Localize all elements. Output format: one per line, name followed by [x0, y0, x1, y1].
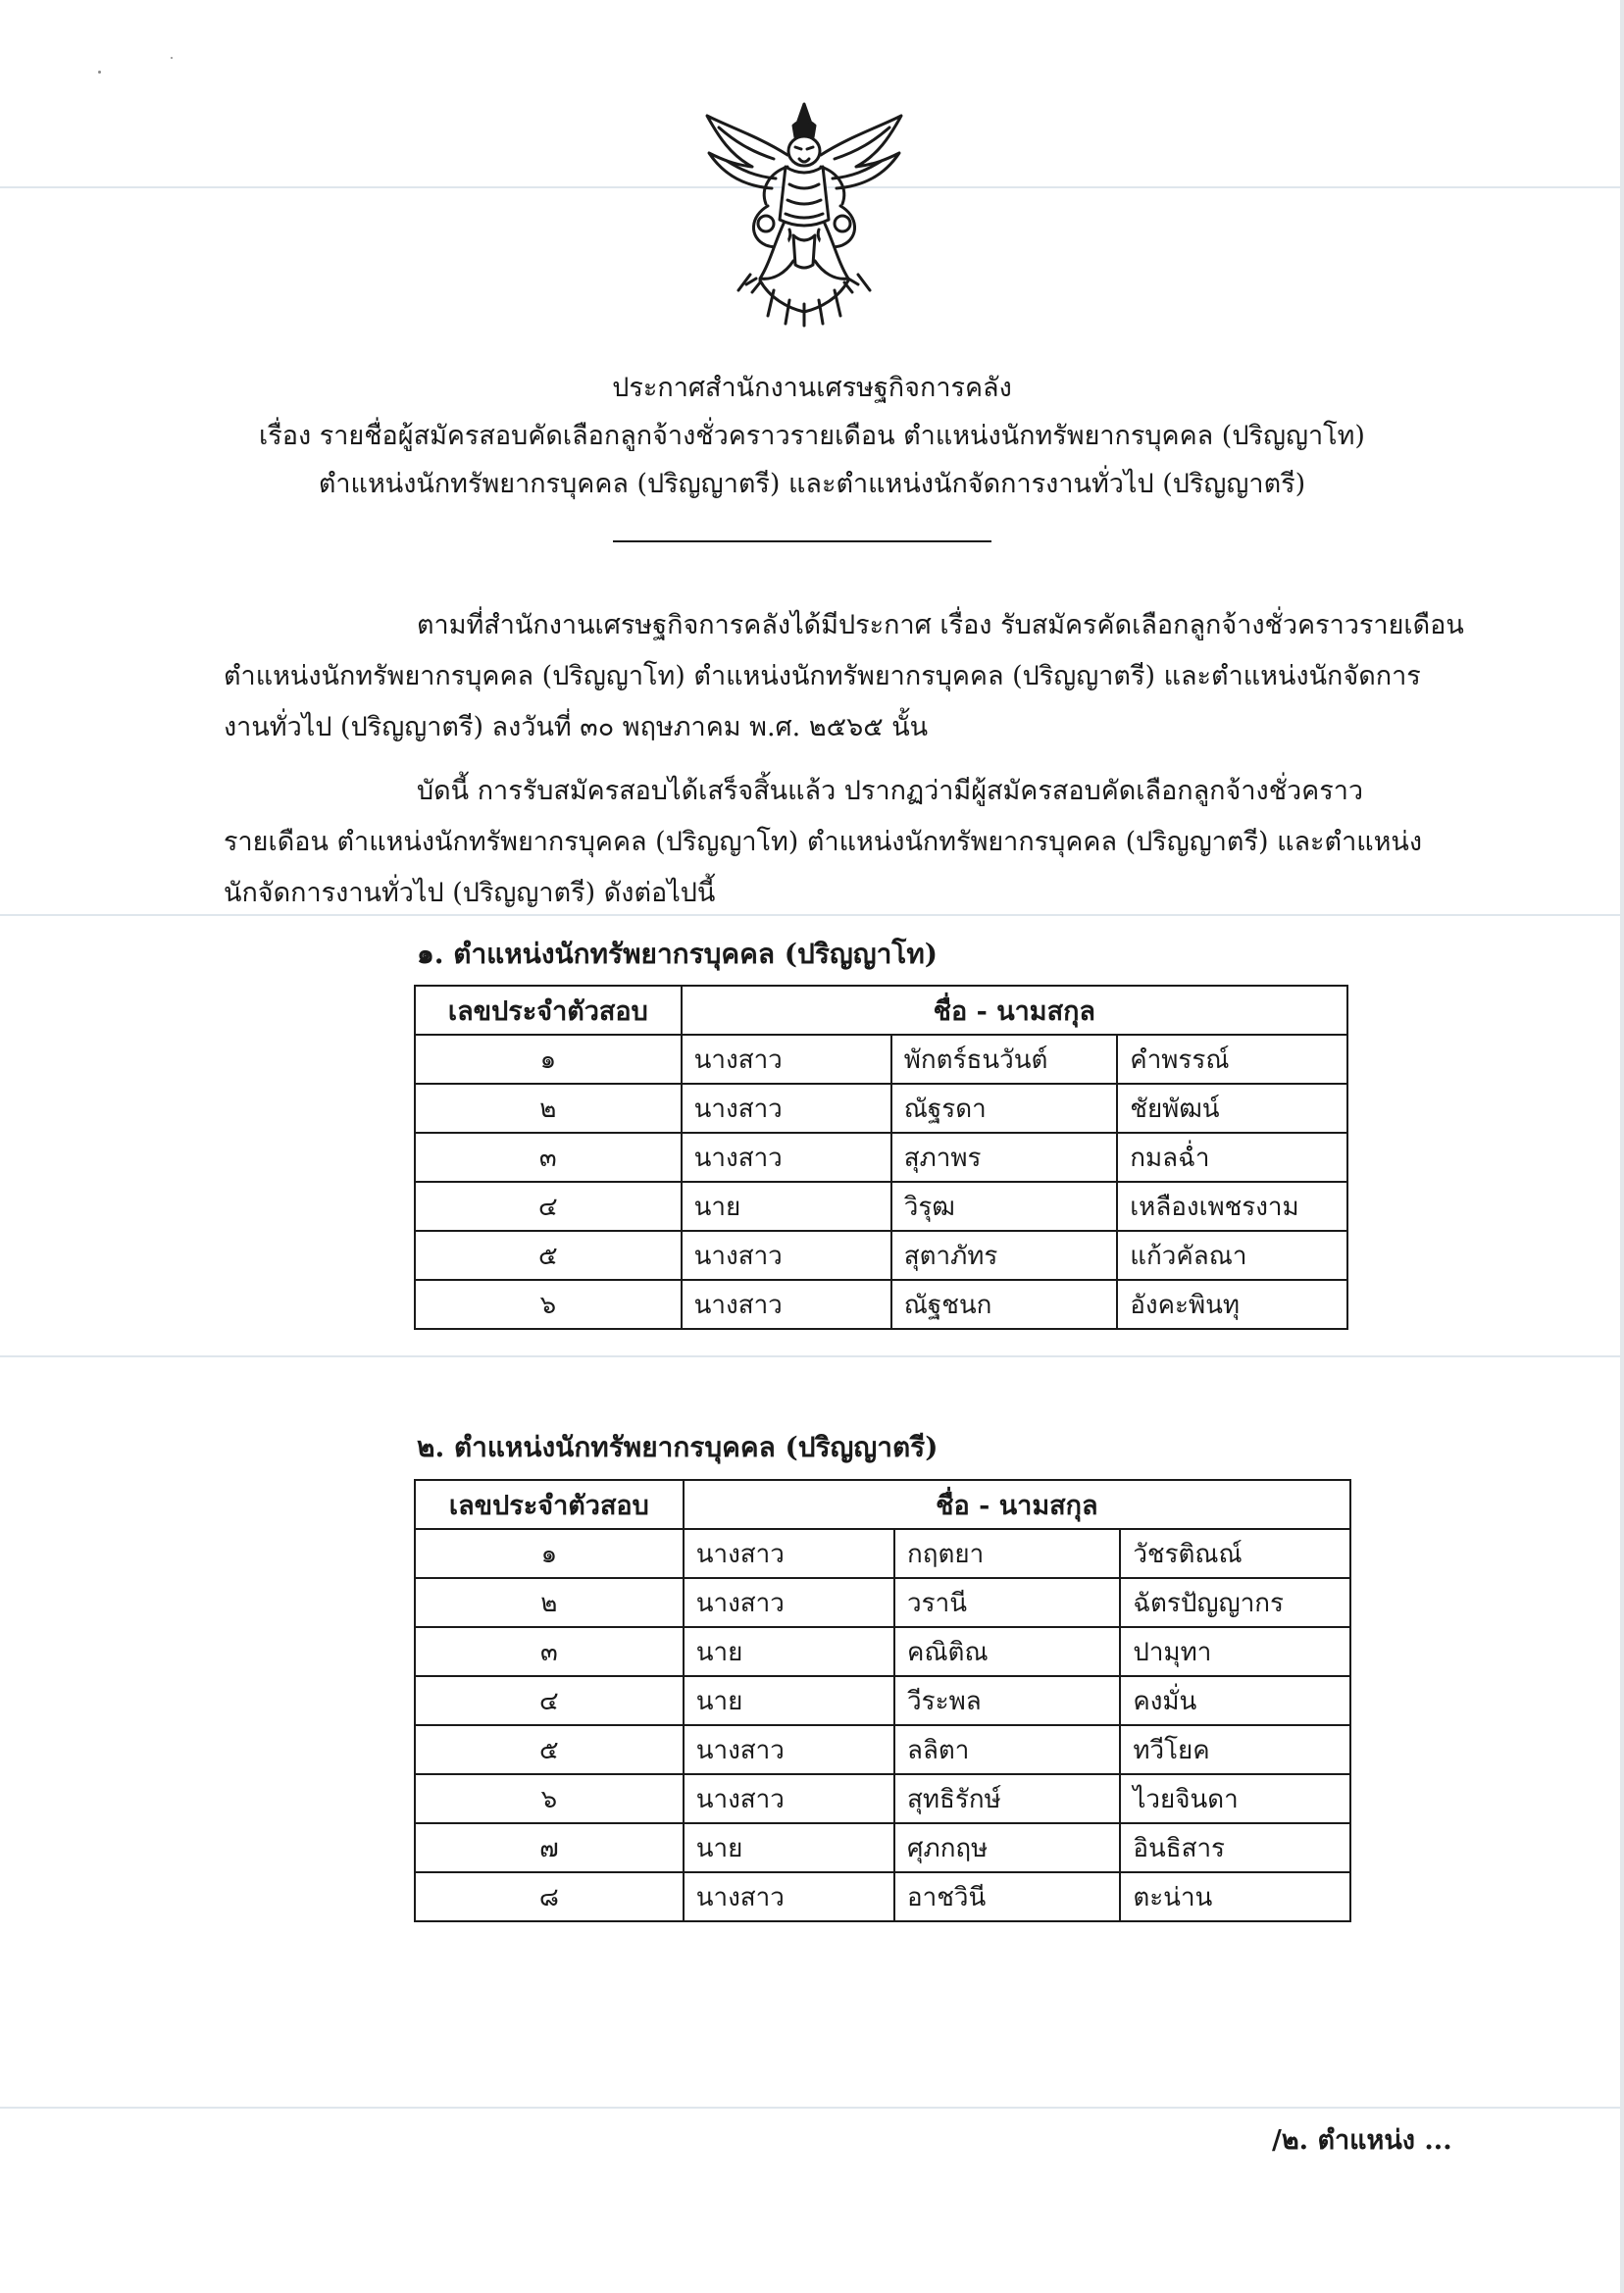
table-header-row [415, 1480, 1350, 1529]
title-prefix-cell: นาย [684, 1627, 894, 1676]
page-continuation-reference: /๒. ตำแหน่ง ... [1272, 2125, 1452, 2156]
scan-artifact-edge [1620, 0, 1624, 2293]
title-prefix-cell: นางสาว [684, 1578, 894, 1627]
garuda-emblem-icon [691, 98, 917, 329]
last-name-cell: กมลฉ่ำ [1117, 1133, 1347, 1182]
title-prefix-cell: นางสาว [682, 1231, 891, 1280]
last-name-cell: ทวีโยค [1120, 1725, 1350, 1774]
last-name-cell: คงมั่น [1120, 1676, 1350, 1725]
first-name-cell: คณิติณ [894, 1627, 1120, 1676]
title-prefix-cell: นางสาว [684, 1872, 894, 1921]
last-name-cell: ชัยพัฒน์ [1117, 1084, 1347, 1133]
first-name-cell: สุตาภัทร [891, 1231, 1118, 1280]
table-row [415, 1774, 1350, 1823]
column-header-exam-id: เลขประจำตัวสอบ [415, 1480, 684, 1529]
exam-id-cell: ๓ [415, 1133, 682, 1182]
table-row [415, 1133, 1347, 1182]
paragraph-2-line-1: บัดนี้ การรับสมัครสอบได้เสร็จสิ้นแล้ว ปรากฏว่ามีผู้สมัครสอบคัดเลือกลูกจ้างชั่วคราว [417, 776, 1364, 806]
column-header-full-name: ชื่อ - นามสกุล [684, 1480, 1350, 1529]
document-subject-line-2: ตำแหน่งนักทรัพยากรบุคคล (ปริญญาตรี) และตำแหน่งนักจัดการงานทั่วไป (ปริญญาตรี) [318, 469, 1306, 499]
title-prefix-cell: นางสาว [682, 1133, 891, 1182]
column-header-exam-id: เลขประจำตัวสอบ [415, 986, 682, 1035]
exam-id-cell: ๑ [415, 1529, 684, 1578]
paragraph-2-line-2: รายเดือน ตำแหน่งนักทรัพยากรบุคคล (ปริญญาโท) ตำแหน่งนักทรัพยากรบุคคล (ปริญญาตรี) และตำแหน่ง [224, 827, 1423, 857]
exam-id-cell: ๖ [415, 1774, 684, 1823]
first-name-cell: สุภาพร [891, 1133, 1118, 1182]
document-subject-line-1: เรื่อง รายชื่อผู้สมัครสอบคัดเลือกลูกจ้างชั่วคราวรายเดือน ตำแหน่งนักทรัพยากรบุคคล (ปริญญาโท) [259, 421, 1365, 451]
title-prefix-cell: นางสาว [684, 1774, 894, 1823]
scan-artifact-line [0, 2107, 1624, 2109]
last-name-cell: คำพรรณ์ [1117, 1035, 1347, 1084]
last-name-cell: วัชรติณณ์ [1120, 1529, 1350, 1578]
first-name-cell: ศุภกฤษ [894, 1823, 1120, 1872]
candidate-table-bachelors [414, 1479, 1351, 1922]
first-name-cell: ลลิตา [894, 1725, 1120, 1774]
table-row [415, 1676, 1350, 1725]
first-name-cell: กฤตยา [894, 1529, 1120, 1578]
section-2-title: ๒. ตำแหน่งนักทรัพยากรบุคคล (ปริญญาตรี) [417, 1431, 939, 1463]
last-name-cell: ฉัตรปัญญากร [1120, 1578, 1350, 1627]
title-prefix-cell: นางสาว [682, 1035, 891, 1084]
table-row [415, 1182, 1347, 1231]
column-header-full-name: ชื่อ - นามสกุล [682, 986, 1347, 1035]
first-name-cell: อาชวินี [894, 1872, 1120, 1921]
table-row [415, 1084, 1347, 1133]
exam-id-cell: ๕ [415, 1231, 682, 1280]
table-row [415, 1872, 1350, 1921]
last-name-cell: อินธิสาร [1120, 1823, 1350, 1872]
document-title: ประกาศสำนักงานเศรษฐกิจการคลัง [612, 373, 1012, 403]
table-row [415, 1578, 1350, 1627]
scan-speck [171, 57, 173, 59]
first-name-cell: ณัฐรดา [891, 1084, 1118, 1133]
first-name-cell: พักตร์ธนวันต์ [891, 1035, 1118, 1084]
exam-id-cell: ๔ [415, 1676, 684, 1725]
table-row [415, 1823, 1350, 1872]
paragraph-1-line-1: ตามที่สำนักงานเศรษฐกิจการคลังได้มีประกาศ เรื่อง รับสมัครคัดเลือกลูกจ้างชั่วคราวรายเดือน [417, 610, 1464, 640]
table-row [415, 1725, 1350, 1774]
exam-id-cell: ๗ [415, 1823, 684, 1872]
title-prefix-cell: นาย [684, 1823, 894, 1872]
scan-speck [98, 71, 101, 74]
section-1-title: ๑. ตำแหน่งนักทรัพยากรบุคคล (ปริญญาโท) [417, 938, 939, 970]
last-name-cell: ปามุทา [1120, 1627, 1350, 1676]
title-prefix-cell: นางสาว [682, 1280, 891, 1329]
title-prefix-cell: นางสาว [684, 1725, 894, 1774]
title-prefix-cell: นาย [684, 1676, 894, 1725]
last-name-cell: แก้วคัลณา [1117, 1231, 1347, 1280]
paragraph-1-line-3: งานทั่วไป (ปริญญาตรี) ลงวันที่ ๓๐ พฤษภาคม พ.ศ. ๒๕๖๕ นั้น [224, 712, 929, 742]
table-row [415, 1529, 1350, 1578]
last-name-cell: ไวยจินดา [1120, 1774, 1350, 1823]
first-name-cell: สุทธิรักษ์ [894, 1774, 1120, 1823]
exam-id-cell: ๕ [415, 1725, 684, 1774]
paragraph-2-line-3: นักจัดการงานทั่วไป (ปริญญาตรี) ดังต่อไปนี้ [224, 878, 716, 908]
last-name-cell: อังคะพินทุ [1117, 1280, 1347, 1329]
title-prefix-cell: นาย [682, 1182, 891, 1231]
table-row [415, 1627, 1350, 1676]
paragraph-1-line-2: ตำแหน่งนักทรัพยากรบุคคล (ปริญญาโท) ตำแหน่งนักทรัพยากรบุคคล (ปริญญาตรี) และตำแหน่งนักจัดการ [224, 661, 1421, 691]
title-underline [613, 540, 991, 542]
exam-id-cell: ๖ [415, 1280, 682, 1329]
scan-artifact-line [0, 914, 1624, 916]
last-name-cell: เหลืองเพชรงาม [1117, 1182, 1347, 1231]
table-row [415, 1035, 1347, 1084]
table-row [415, 1231, 1347, 1280]
table-row [415, 1280, 1347, 1329]
candidate-table-masters [414, 985, 1348, 1330]
exam-id-cell: ๒ [415, 1578, 684, 1627]
first-name-cell: วีระพล [894, 1676, 1120, 1725]
first-name-cell: ณัฐชนก [891, 1280, 1118, 1329]
last-name-cell: ตะน่าน [1120, 1872, 1350, 1921]
table-header-row [415, 986, 1347, 1035]
first-name-cell: วิรุฒ [891, 1182, 1118, 1231]
scan-artifact-line [0, 1355, 1624, 1357]
title-prefix-cell: นางสาว [682, 1084, 891, 1133]
exam-id-cell: ๘ [415, 1872, 684, 1921]
exam-id-cell: ๔ [415, 1182, 682, 1231]
title-prefix-cell: นางสาว [684, 1529, 894, 1578]
exam-id-cell: ๒ [415, 1084, 682, 1133]
exam-id-cell: ๓ [415, 1627, 684, 1676]
first-name-cell: วรานี [894, 1578, 1120, 1627]
exam-id-cell: ๑ [415, 1035, 682, 1084]
